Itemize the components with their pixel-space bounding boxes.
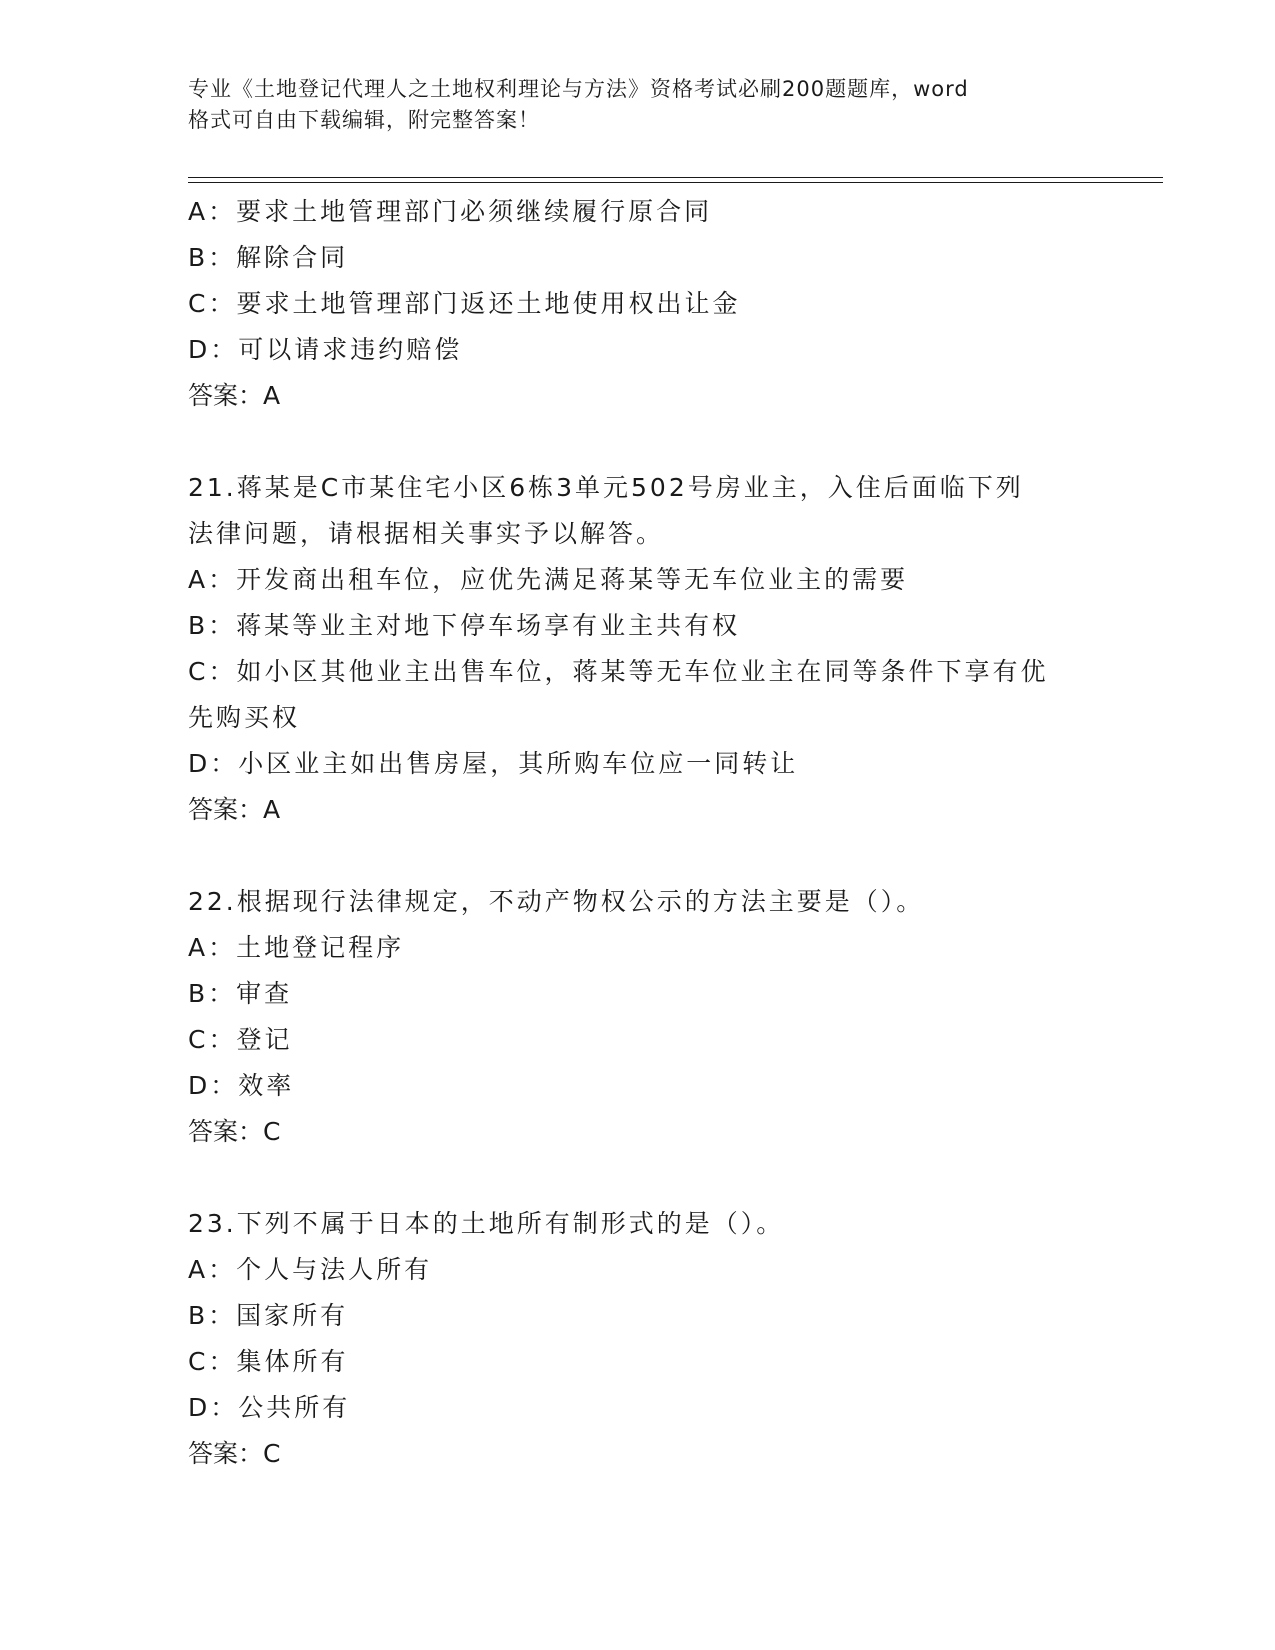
option-b: B：蒋某等业主对地下停车场享有业主共有权 [188,611,741,640]
option-a: A：个人与法人所有 [188,1255,433,1284]
option-c: C：集体所有 [188,1347,349,1376]
question-21 [188,465,1088,833]
option-d: D：可以请求违约赔偿 [188,335,463,364]
header-divider-bottom [188,182,1163,183]
question-22 [188,879,1088,1155]
option-d: D：效率 [188,1071,295,1100]
question-stem: 22.根据现行法律规定，不动产物权公示的方法主要是（）。 [188,887,925,916]
answer: 答案：C [188,1439,281,1468]
spacer [188,419,1088,465]
answer: 答案：A [188,381,281,410]
question-stem-cont: 法律问题，请根据相关事实予以解答。 [188,519,665,548]
option-a: A：要求土地管理部门必须继续履行原合同 [188,197,713,226]
option-b: B：解除合同 [188,243,349,272]
option-b: B：审查 [188,979,293,1008]
option-d: D：小区业主如出售房屋，其所购车位应一同转让 [188,749,799,778]
spacer [188,833,1088,879]
question-stem: 21.蒋某是C市某住宅小区6栋3单元502号房业主，入住后面临下列 [188,473,1024,502]
spacer [188,1155,1088,1201]
header-line-2: 格式可自由下载编辑，附完整答案！ [188,108,540,132]
option-a: A：土地登记程序 [188,933,405,962]
option-c: C：要求土地管理部门返还土地使用权出让金 [188,289,741,318]
question-20 [188,189,1088,419]
answer: 答案：C [188,1117,281,1146]
option-c: C：登记 [188,1025,293,1054]
answer: 答案：A [188,795,281,824]
option-b: B：国家所有 [188,1301,349,1330]
header-line-1: 专业《土地登记代理人之土地权利理论与方法》资格考试必刷200题题库，word [188,77,969,101]
question-list [188,189,1088,1477]
option-a: A：开发商出租车位，应优先满足蒋某等无车位业主的需要 [188,565,909,594]
header-divider-top [188,177,1163,178]
question-23 [188,1201,1088,1477]
question-stem: 23.下列不属于日本的土地所有制形式的是（）。 [188,1209,785,1238]
option-c-cont: 先购买权 [188,703,301,732]
document-header [188,74,1088,136]
option-c: C：如小区其他业主出售车位，蒋某等无车位业主在同等条件下享有优 [188,657,1049,686]
option-d: D：公共所有 [188,1393,351,1422]
